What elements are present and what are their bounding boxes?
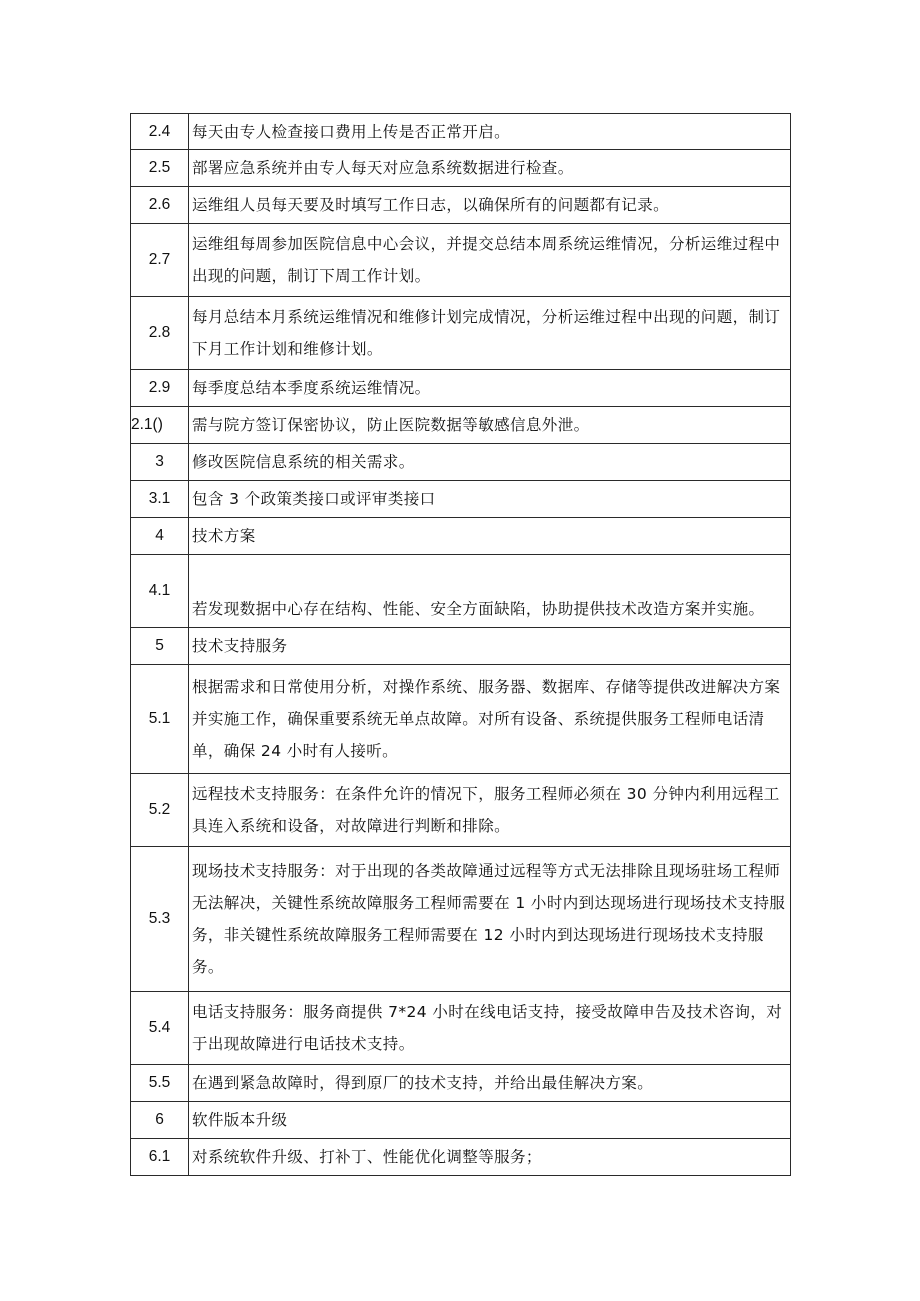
row-text: 需与院方签订保密协议，防止医院数据等敏感信息外泄。	[189, 407, 791, 444]
row-number: 2.4	[131, 114, 189, 150]
table-row	[131, 370, 791, 407]
row-number: 3	[131, 444, 189, 481]
row-number: 5.3	[131, 847, 189, 992]
table-row	[131, 114, 791, 150]
table-row	[131, 444, 791, 481]
row-number: 5.2	[131, 774, 189, 847]
row-number: 3.1	[131, 481, 189, 518]
row-number: 2.5	[131, 150, 189, 187]
table-row	[131, 407, 791, 444]
row-number: 5.1	[131, 665, 189, 774]
row-number: 4.1	[131, 555, 189, 628]
row-text: 运维组每周参加医院信息中心会议，并提交总结本周系统运维情况，分析运维过程中出现的问题，制订下周工作计划。	[189, 224, 791, 297]
row-text: 包含 3 个政策类接口或评审类接口	[189, 481, 791, 518]
row-number: 2.8	[131, 297, 189, 370]
table-row	[131, 665, 791, 774]
table-row	[131, 555, 791, 628]
row-number: 5.5	[131, 1065, 189, 1102]
table-row	[131, 1139, 791, 1176]
service-table	[130, 113, 791, 1176]
row-number: 6	[131, 1102, 189, 1139]
table-row	[131, 628, 791, 665]
row-number: 2.7	[131, 224, 189, 297]
row-text: 技术方案	[189, 518, 791, 555]
row-number: 2.1()	[131, 407, 189, 444]
table-row	[131, 1065, 791, 1102]
row-number: 4	[131, 518, 189, 555]
table-row	[131, 518, 791, 555]
row-text: 运维组人员每天要及时填写工作日志，以确保所有的问题都有记录。	[189, 187, 791, 224]
row-text: 修改医院信息系统的相关需求。	[189, 444, 791, 481]
row-text: 在遇到紧急故障时，得到原厂的技术支持，并给出最佳解决方案。	[189, 1065, 791, 1102]
table-row	[131, 1102, 791, 1139]
table-row	[131, 847, 791, 992]
row-text: 现场技术支持服务：对于出现的各类故障通过远程等方式无法排除且现场驻场工程师无法解决，关键性系统故障服务工程师需要在 1 小时内到达现场进行现场技术支持服务，非关键性系统故障服务工程师需要在 12 小时内到达现场进行现场技术支持服务。	[189, 847, 791, 992]
table-row	[131, 224, 791, 297]
table-row	[131, 774, 791, 847]
row-text: 每季度总结本季度系统运维情况。	[189, 370, 791, 407]
row-text: 部署应急系统并由专人每天对应急系统数据进行检查。	[189, 150, 791, 187]
table-row	[131, 187, 791, 224]
row-text: 每天由专人检查接口费用上传是否正常开启。	[189, 114, 791, 150]
row-number: 5	[131, 628, 189, 665]
row-number: 2.6	[131, 187, 189, 224]
row-text: 若发现数据中心存在结构、性能、安全方面缺陷，协助提供技术改造方案并实施。	[189, 555, 791, 628]
row-text: 软件版本升级	[189, 1102, 791, 1139]
row-number: 5.4	[131, 992, 189, 1065]
row-text: 根据需求和日常使用分析，对操作系统、服务器、数据库、存储等提供改进解决方案并实施工作，确保重要系统无单点故障。对所有设备、系统提供服务工程师电话清单，确保 24 小时有人接听。	[189, 665, 791, 774]
row-text: 每月总结本月系统运维情况和维修计划完成情况，分析运维过程中出现的问题，制订下月工作计划和维修计划。	[189, 297, 791, 370]
table-row	[131, 150, 791, 187]
row-text: 对系统软件升级、打补丁、性能优化调整等服务；	[189, 1139, 791, 1176]
table-row	[131, 481, 791, 518]
row-text: 远程技术支持服务：在条件允许的情况下，服务工程师必须在 30 分钟内利用远程工具连入系统和设备，对故障进行判断和排除。	[189, 774, 791, 847]
row-text: 技术支持服务	[189, 628, 791, 665]
row-number: 6.1	[131, 1139, 189, 1176]
row-number: 2.9	[131, 370, 189, 407]
table-row	[131, 992, 791, 1065]
table-row	[131, 297, 791, 370]
row-text: 电话支持服务：服务商提供 7*24 小时在线电话支持，接受故障申告及技术咨询，对于出现故障进行电话技术支持。	[189, 992, 791, 1065]
